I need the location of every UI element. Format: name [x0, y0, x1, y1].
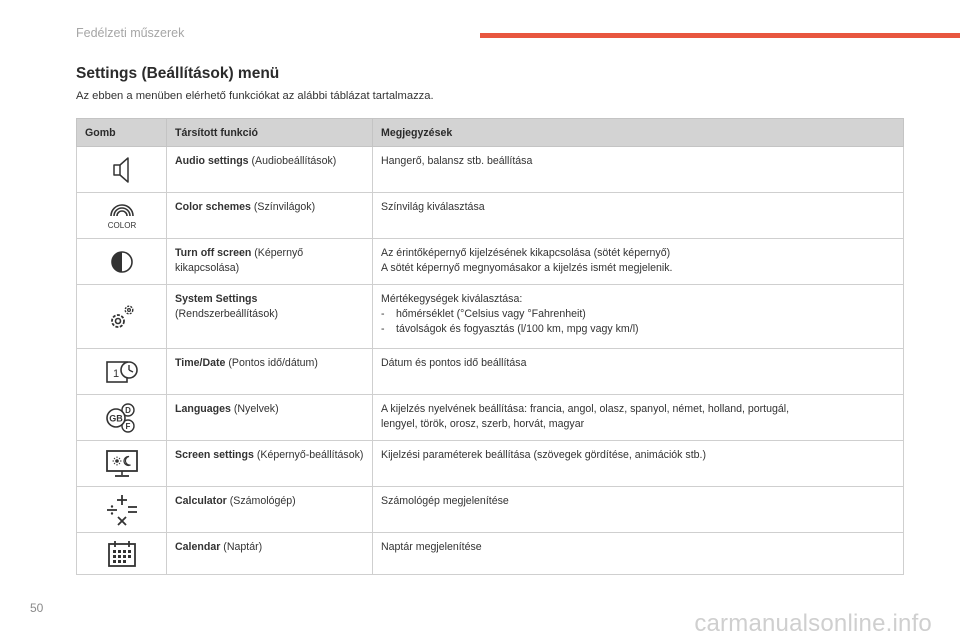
table-row: [77, 533, 904, 575]
time-date-icon-label: 1: [112, 367, 119, 380]
table-row: [77, 487, 904, 533]
page-number: 50: [30, 601, 44, 615]
function-desc: (Számológép): [226, 495, 296, 507]
function-name: Calculator: [175, 495, 227, 507]
notes-cell: [373, 395, 904, 441]
function-desc: (Pontos idő/dátum): [225, 357, 318, 369]
note-line: A sötét képernyő megnyomásakor a kijelzés ismét megjelenik.: [381, 262, 673, 274]
notes-cell: [373, 487, 904, 533]
bullet-item: - távolságok és fogyasztás (l/100 km, mpg vagy km/l): [381, 323, 639, 335]
table-row: [77, 239, 904, 285]
function-name: Color schemes: [175, 201, 251, 213]
note-line: Kijelzési paraméterek beállítása (szövegek gördítése, animációk stb.): [381, 449, 707, 461]
function-cell: [167, 285, 373, 349]
function-cell: [167, 441, 373, 487]
table-row: [77, 395, 904, 441]
function-name: System Settings: [175, 293, 258, 305]
function-name: Screen settings: [175, 449, 254, 461]
function-desc: (Rendszerbeállítások): [175, 308, 279, 320]
lang-icon-gb: GB: [108, 413, 123, 423]
table-row: [77, 285, 904, 349]
screen-settings-icon: [105, 449, 139, 479]
button-cell: [77, 349, 167, 395]
time-date-icon: [105, 358, 139, 386]
header-accent-bar: [480, 33, 960, 38]
function-desc: (Audiobeállítások): [248, 155, 337, 167]
button-cell: [77, 285, 167, 349]
note-line: Színvilág kiválasztása: [381, 201, 485, 213]
button-cell: [77, 239, 167, 285]
function-name: Turn off screen: [175, 247, 252, 259]
note-line: Mértékegységek kiválasztása:: [381, 293, 523, 305]
section-title: Settings (Beállítások) menü: [76, 65, 280, 82]
table-row: [77, 193, 904, 239]
lang-icon-d: D: [124, 405, 131, 415]
function-desc: (Naptár): [220, 541, 263, 553]
note-line: lengyel, török, orosz, szerb, horvát, magyar: [381, 418, 585, 430]
color-schemes-icon: [102, 201, 142, 231]
table-row: [77, 147, 904, 193]
note-line: Naptár megjelenítése: [381, 541, 482, 553]
function-name: Time/Date: [175, 357, 226, 369]
notes-cell: [373, 441, 904, 487]
header-function: Társított funkció: [167, 119, 373, 147]
notes-cell: [373, 193, 904, 239]
button-cell: [77, 147, 167, 193]
button-cell: [77, 395, 167, 441]
header-notes: Megjegyzések: [373, 119, 904, 147]
function-cell: [167, 193, 373, 239]
color-icon-label: COLOR: [107, 220, 136, 230]
function-cell: [167, 239, 373, 285]
bullet-text: hőmérséklet (°Celsius vagy °Fahrenheit): [396, 308, 586, 320]
notes-cell: [373, 285, 904, 349]
function-name: Audio settings: [175, 155, 249, 167]
notes-cell: [373, 239, 904, 285]
header-button: Gomb: [77, 119, 167, 147]
lang-icon-f: F: [125, 421, 130, 431]
bullet-text: távolságok és fogyasztás (l/100 km, mpg vagy km/l): [396, 323, 639, 335]
table-row: [77, 441, 904, 487]
button-cell: [77, 487, 167, 533]
notes-cell: [373, 533, 904, 575]
notes-cell: [373, 147, 904, 193]
function-desc: (Színvilágok): [250, 201, 316, 213]
table-row: [77, 349, 904, 395]
calendar-icon: [106, 539, 138, 569]
button-cell: [77, 193, 167, 239]
note-line: A kijelzés nyelvének beállítása: francia, angol, olasz, spanyol, német, holland, portugál,: [381, 403, 790, 415]
watermark: carmanualsonline.info: [694, 610, 932, 637]
function-desc: (Nyelvek): [230, 403, 279, 415]
function-cell: [167, 487, 373, 533]
chapter-title: Fedélzeti műszerek: [76, 26, 185, 40]
languages-icon: [103, 402, 141, 434]
button-cell: [77, 441, 167, 487]
function-cell: [167, 349, 373, 395]
button-cell: [77, 533, 167, 575]
note-line: Az érintőképernyő kijelzésének kikapcsolása (sötét képernyő): [381, 247, 671, 259]
function-desc: (Képernyő-beállítások): [253, 449, 364, 461]
function-cell: [167, 147, 373, 193]
function-cell: [167, 533, 373, 575]
bullet-item: - hőmérséklet (°Celsius vagy °Fahrenheit): [381, 308, 586, 320]
calculator-icon: [104, 493, 140, 527]
table-header-row: [77, 119, 904, 147]
speaker-icon: [110, 155, 134, 185]
half-circle-icon: [109, 249, 135, 275]
note-line: Hangerő, balansz stb. beállítása: [381, 155, 533, 167]
function-name: Languages: [175, 403, 231, 415]
section-intro: Az ebben a menüben elérhető funkciókat az alábbi táblázat tartalmazza.: [76, 90, 434, 102]
gears-icon: [107, 302, 137, 332]
note-line: Dátum és pontos idő beállítása: [381, 357, 527, 369]
note-line: Számológép megjelenítése: [381, 495, 509, 507]
function-name: Calendar: [175, 541, 221, 553]
notes-cell: [373, 349, 904, 395]
settings-table: [76, 118, 904, 575]
function-cell: [167, 395, 373, 441]
function-desc: (Képernyő kikapcsolása): [175, 247, 304, 274]
